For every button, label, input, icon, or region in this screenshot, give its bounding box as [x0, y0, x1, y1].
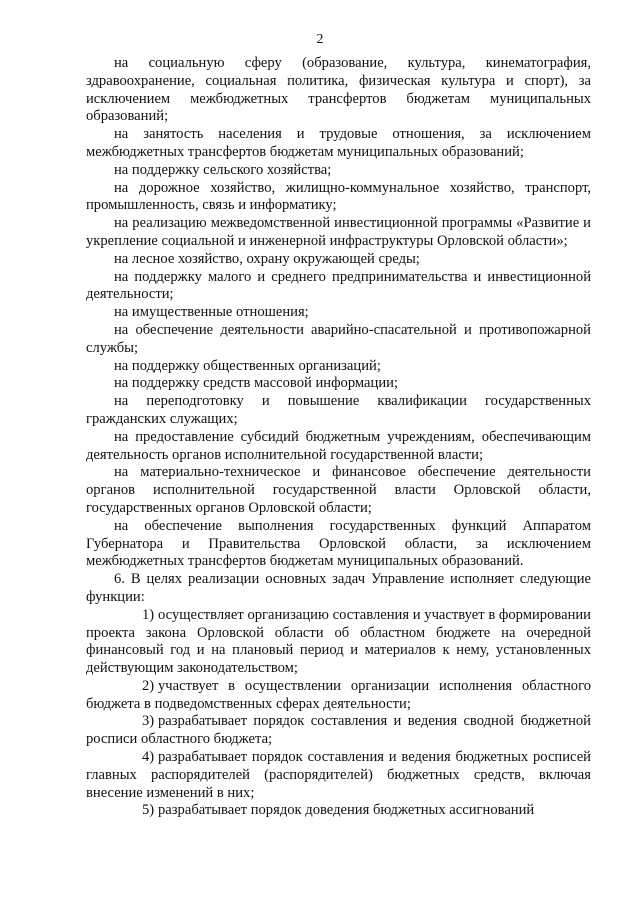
list-item	[86, 713, 591, 749]
list-item-number: 2)	[142, 677, 155, 694]
list-item-text: разрабатывает порядок составления и ведения бюджетных росписей главных распорядителей (распорядителей) бюджетных средств, включая внесение изменений в них;	[86, 749, 591, 801]
document-body	[86, 55, 591, 820]
list-item-number: 4)	[142, 749, 155, 766]
list-item-number: 5)	[142, 802, 155, 819]
paragraph: на предоставление субсидий бюджетным учреждениям, обеспечивающим деятельность органов исполнительной государственной власти;	[86, 428, 591, 463]
paragraph: на переподготовку и повышение квалификации государственных гражданских служащих;	[86, 393, 591, 427]
paragraph: на дорожное хозяйство, жилищно-коммунальное хозяйство, транспорт, промышленность, связь и информатику;	[86, 179, 591, 214]
page-number: 2	[316, 32, 324, 47]
paragraph: на реализацию межведомственной инвестиционной программы «Развитие и укрепление социальной и инженерной инфраструктуры Орловской области»;	[86, 215, 591, 249]
list-item	[86, 678, 591, 714]
list-item-text: осуществляет организацию составления и участвует в формировании проекта закона Орловской области об областном бюджете на очередной финансовый год и на плановый период и материалов к нему, установленных действующим законодательством;	[86, 606, 591, 677]
paragraph: на обеспечение деятельности аварийно-спасательной и противопожарной службы;	[86, 321, 591, 356]
paragraph: на поддержку общественных организаций;	[114, 357, 381, 374]
paragraph: на имущественные отношения;	[114, 304, 309, 321]
list-item	[86, 749, 591, 802]
paragraph: на поддержку средств массовой информации;	[114, 375, 398, 392]
paragraph: на поддержку сельского хозяйства;	[114, 161, 332, 178]
paragraph: на лесное хозяйство, охрану окружающей среды;	[114, 250, 420, 267]
paragraph: на поддержку малого и среднего предпринимательства и инвестиционной деятельности;	[86, 268, 591, 303]
list-item	[86, 607, 591, 678]
list-item-number: 3)	[142, 713, 155, 730]
list-item-text: участвует в осуществлении организации исполнения областного бюджета в подведомственных сферах деятельности;	[86, 677, 591, 712]
list-item	[86, 802, 591, 820]
paragraph: на занятость населения и трудовые отношения, за исключением межбюджетных трансфертов бюджетам муниципальных образований;	[86, 126, 591, 160]
list-item-text: разрабатывает порядок составления и ведения сводной бюджетной росписи областного бюджета;	[86, 713, 591, 748]
paragraph: на материально-техническое и финансовое обеспечение деятельности органов исполнительной государственной власти Орловской области, государственных органов Орловской области;	[86, 464, 591, 516]
paragraph: на социальную сферу (образование, культура, кинематография, здравоохранение, социальная политика, физическая культура и спорт), за исключением межбюджетных трансфертов бюджетам муниципальных образований;	[86, 55, 591, 125]
paragraph: на обеспечение выполнения государственных функций Аппаратом Губернатора и Правительства Орловской области, за исключением межбюджетных трансфертов бюджетам муниципальных образований.	[86, 517, 591, 570]
section-heading-paragraph: 6. В целях реализации основных задач Управление исполняет следующие функции:	[86, 571, 591, 605]
list-item-number: 1)	[142, 606, 155, 623]
list-item-text: разрабатывает порядок доведения бюджетных ассигнований	[158, 802, 535, 819]
